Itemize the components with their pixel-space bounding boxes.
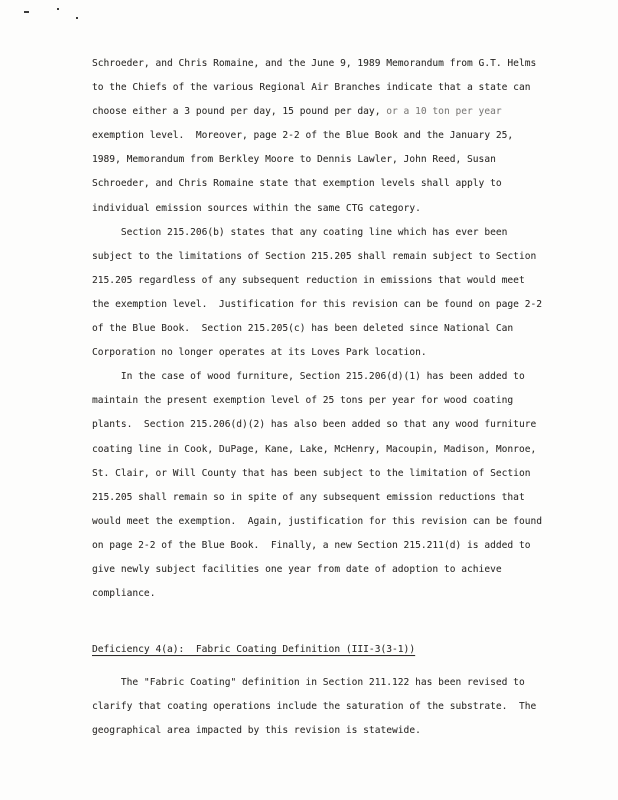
- text-line: The "Fabric Coating" definition in Section 211.122 has been revised to: [92, 677, 525, 689]
- text-line: Corporation no longer operates at its Loves Park location.: [92, 347, 427, 359]
- document-body: [92, 52, 570, 744]
- scan-speckle: [57, 8, 59, 10]
- faded-text: or a 10 ton per year: [386, 106, 502, 118]
- text-line: maintain the present exemption level of 25 tons per year for wood coating: [92, 395, 514, 407]
- text-line: Section 215.206(b) states that any coating line which has ever been: [92, 226, 508, 238]
- text-line: Schroeder, and Chris Romaine, and the June 9, 1989 Memorandum from G.T. Helms: [92, 58, 537, 69]
- text-line: 215.205 regardless of any subsequent reduction in emissions that would meet: [92, 274, 525, 286]
- deficiency-4a-heading: [92, 638, 570, 662]
- text-line: subject to the limitations of Section 215.205 shall remain subject to Section: [92, 250, 537, 262]
- paragraph-exemption-levels: [92, 52, 570, 221]
- heading-line: Deficiency 4(a): Fabric Coating Definition (III-3(3-1)): [92, 644, 416, 656]
- text-line: Schroeder, and Chris Romaine state that exemption levels shall apply to: [92, 178, 502, 190]
- text-line: St. Clair, or Will County that has been subject to the limitation of Section: [92, 467, 531, 479]
- text-line: exemption level. Moreover, page 2-2 of the Blue Book and the January 25,: [92, 130, 514, 142]
- paragraph-wood-furniture: [92, 365, 570, 606]
- text-line: would meet the exemption. Again, justification for this revision can be found: [92, 515, 543, 527]
- text-line: individual emission sources within the same CTG category.: [92, 202, 421, 214]
- text-line: choose either a 3 pound per day, 15 pound per day, or a 10 ton per year: [92, 106, 502, 118]
- text-line: clarify that coating operations include the saturation of the substrate. The: [92, 701, 537, 713]
- text-line: of the Blue Book. Section 215.205(c) has been deleted since National Can: [92, 323, 514, 335]
- text-line: In the case of wood furniture, Section 215.206(d)(1) has been added to: [92, 371, 525, 383]
- text-line: geographical area impacted by this revision is statewide.: [92, 725, 421, 737]
- paragraph-section-215-206b: [92, 221, 570, 366]
- text-line: plants. Section 215.206(d)(2) has also been added so that any wood furniture: [92, 419, 537, 431]
- text-line: 215.205 shall remain so in spite of any subsequent emission reductions that: [92, 491, 525, 503]
- text-line: give newly subject facilities one year from date of adoption to achieve: [92, 563, 502, 575]
- text-line: coating line in Cook, DuPage, Kane, Lake, McHenry, Macoupin, Madison, Monroe,: [92, 443, 537, 455]
- text-line: on page 2-2 of the Blue Book. Finally, a new Section 215.211(d) is added to: [92, 539, 531, 551]
- scan-speckle: [76, 17, 78, 19]
- paragraph-fabric-coating: [92, 671, 570, 743]
- text-line: the exemption level. Justification for this revision can be found on page 2-2: [92, 298, 543, 310]
- text-line: 1989, Memorandum from Berkley Moore to Dennis Lawler, John Reed, Susan: [92, 154, 496, 166]
- text-line: to the Chiefs of the various Regional Air Branches indicate that a state can: [92, 82, 531, 94]
- text-line: compliance.: [92, 588, 156, 600]
- scan-speckle: [24, 11, 29, 13]
